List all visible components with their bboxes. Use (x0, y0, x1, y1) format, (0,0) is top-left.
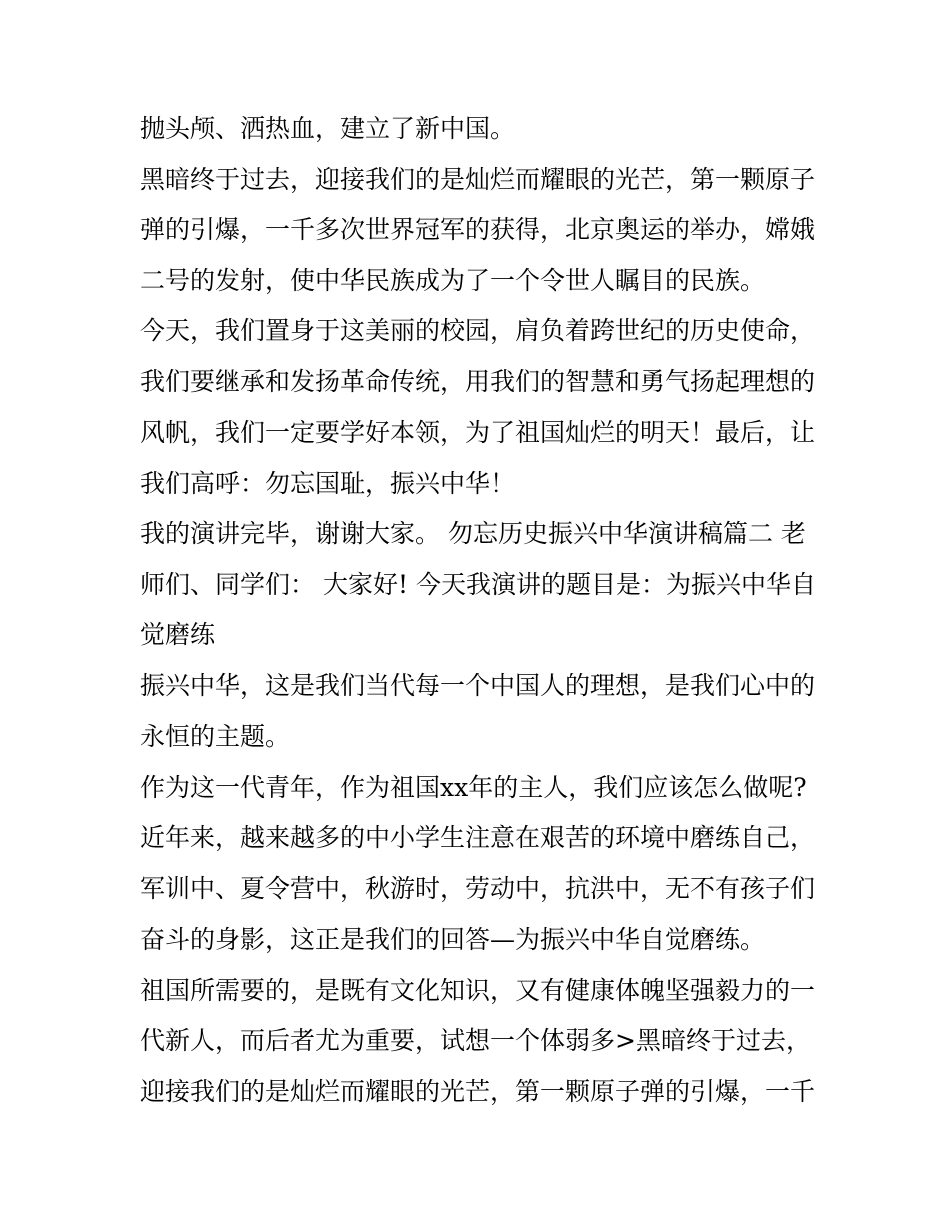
text-line-16: 军训中、夏令营中，秋游时，劳动中，抗洪中，无不有孩子们 (140, 874, 816, 903)
text-line-8: 我们高呼：勿忘国耻，振兴中华！ (140, 469, 516, 498)
text-line-7: 风帆，我们一定要学好本领，为了祖国灿烂的明天！最后，让 (140, 418, 816, 447)
text-line-13: 永恒的主题。 (140, 722, 291, 751)
text-line-3: 弹的引爆，一千多次世界冠军的获得，北京奥运的举办，嫦娥 (140, 215, 816, 244)
text-line-11: 觉磨练 (140, 620, 216, 649)
text-line-19: 代新人，而后者尤为重要，试想一个体弱多>黑暗终于过去， (140, 1026, 811, 1055)
text-line-12: 振兴中华，这是我们当代每一个中国人的理想，是我们心中的 (140, 671, 816, 700)
text-line-1: 抛头颅、洒热血，建立了新中国。 (140, 114, 516, 143)
text-line-10: 师们、同学们： 大家好! 今天我演讲的题目是：为振兴中华自 (140, 570, 816, 599)
text-line-15: 近年来，越来越多的中小学生注意在艰苦的环境中磨练自己， (140, 823, 816, 852)
text-line-5: 今天，我们置身于这美丽的校园，肩负着跨世纪的历史使命， (140, 316, 816, 345)
text-line-17: 奋斗的身影，这正是我们的回答—为振兴中华自觉磨练。 (140, 925, 766, 954)
text-line-2: 黑暗终于过去，迎接我们的是灿烂而耀眼的光芒，第一颗原子 (140, 165, 816, 194)
text-line-18: 祖国所需要的，是既有文化知识，又有健康体魄坚强毅力的一 (140, 976, 816, 1005)
text-line-14: 作为这一代青年，作为祖国xx年的主人，我们应该怎么做呢? (140, 773, 807, 802)
text-line-9: 我的演讲完毕，谢谢大家。 勿忘历史振兴中华演讲稿篇二 老 (140, 519, 806, 548)
text-line-20: 迎接我们的是灿烂而耀眼的光芒，第一颗原子弹的引爆，一千 (140, 1077, 816, 1106)
text-line-4: 二号的发射，使中华民族成为了一个令世人瞩目的民族。 (140, 266, 766, 295)
text-line-6: 我们要继承和发扬革命传统，用我们的智慧和勇气扬起理想的 (140, 367, 816, 396)
